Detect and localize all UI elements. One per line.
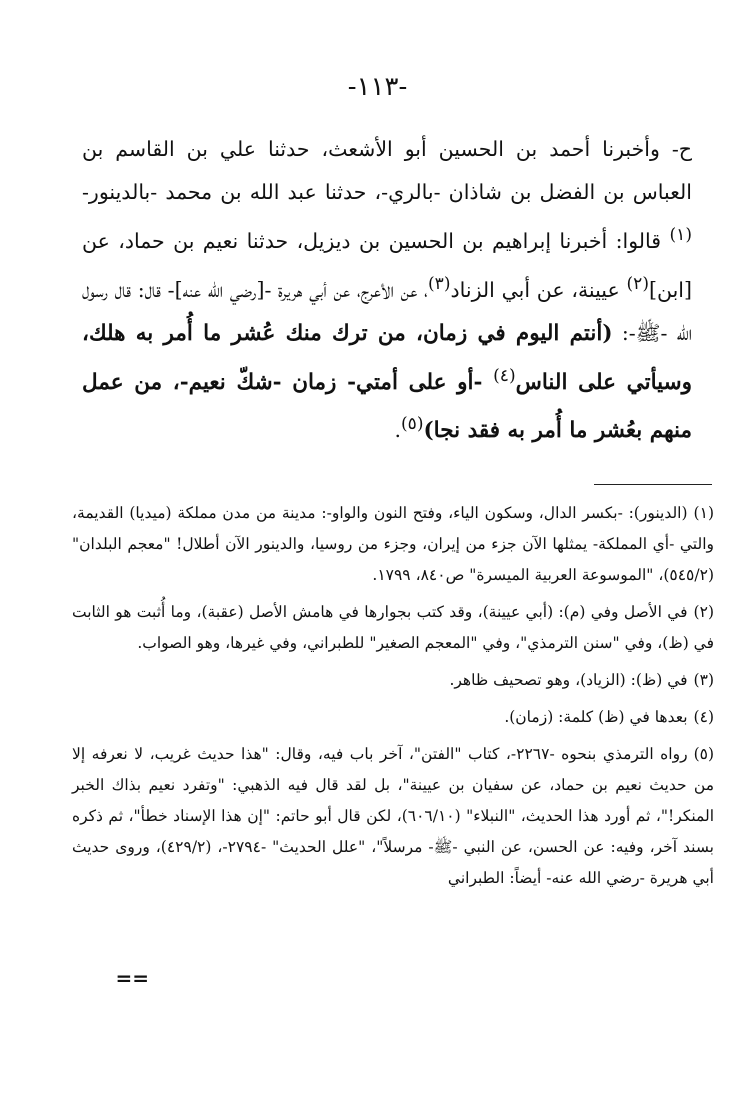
footnote-divider (594, 484, 712, 485)
footnote (72, 597, 714, 659)
footnote (72, 665, 714, 696)
footnote-number: (١) (693, 504, 714, 522)
footnote-number: (٣) (693, 671, 714, 689)
footnote (72, 498, 714, 591)
footnote-text: رواه الترمذي بنحوه -٢٢٦٧-، كتاب "الفتن"، آخر باب فيه، وقال: "هذا حديث غريب، لا نعرفه إلا من حديث نعيم بن حماد، عن سفيان بن عيينة"، بل لقد قال فيه الذهبي: "وتفرد نعيم بذاك الخبر المنكر!"، ثم أورد هذا الحديث، "النبلاء" (٦٠٦/١٠)، لكن قال أبو حاتم: "إن هذا الإسناد خطأ"، ثم ذكره بسند آخر، وفيه: عن الحسن، عن النبي -ﷺ- مرسلاً"، "علل الحديث" -٢٧٩٤-، (٤٢٩/٢)، وروى حديث أبي هريرة -رضي الله عنه- أيضاً: الطبراني (72, 745, 715, 887)
footnote-text: (الدينور): -بكسر الدال، وسكون الياء، وفتح النون والواو-: مدينة من مدن مملكة (ميديا) القديمة، والتي -أي المملكة- يمثلها الآن جزء من إيران، وجزء من روسيا، والدينور الآن أطلال! "معجم البلدان" (٥٤٥/٢)، "الموسوعة العربية الميسرة" ص٨٤٠، ١٧٩٩. (72, 504, 714, 584)
hadith-text: (أنتم اليوم في زمان، من ترك منك عُشر ما أُمر به هلك، وسيأتي على الناس (82, 320, 693, 395)
footnote-number: (٥) (693, 745, 715, 763)
footnote-ref: (٤) (493, 365, 516, 386)
footnote-text: بعدها في (ظ) كلمة: (زمان). (504, 708, 688, 726)
page-number: -١١٣- (347, 72, 408, 102)
footnotes (72, 498, 714, 900)
main-text-part: ، عن الأعرج، عن أبي هريرة -[رضي الله عنه]- قال: قال رسول الله -ﷺ-: (82, 277, 692, 345)
footnote (72, 702, 714, 733)
footnote-ref: (٥) (400, 414, 424, 435)
main-text-part: ح- وأخبرنا أحمد بن الحسين أبو الأشعث، حدثنا علي بن القاسم بن العباس بن الفضل بن شاذان -بالري-، حدثنا عبد الله بن محمد -بالدينور- (82, 137, 692, 204)
main-text-end: . (394, 418, 401, 443)
footnote-text: في (ظ): (الزياد)، وهو تصحيف ظاهر. (449, 671, 688, 689)
footnote-number: (٤) (693, 708, 714, 726)
main-text-part: قالوا: أخبرنا إبراهيم بن الحسين بن ديزيل، حدثنا نعيم بن حماد، عن [ابن] (82, 228, 692, 302)
hadith-text: -أو على أمتي- زمان -شكّ نعيم-، من عمل منهم بعُشر ما أُمر به فقد نجا) (82, 369, 692, 444)
continuation-mark: == (115, 966, 149, 990)
footnote-text: في الأصل وفي (م): (أبي عيينة)، وقد كتب بجوارها في هامش الأصل (عقبة)، وما أُثبت هو الثابت في (ظ)، وفي "سنن الترمذي"، وفي "المعجم الصغير" للطبراني، وفي غيرها، وهو الصواب. (72, 603, 714, 652)
main-text-part: عيينة، عن أبي الزناد (450, 277, 627, 302)
main-text (82, 128, 692, 452)
footnote-number: (٢) (693, 603, 714, 621)
footnote-ref: (٢) (626, 273, 649, 294)
footnote-ref: (١) (669, 225, 692, 245)
footnote (72, 739, 714, 894)
footnote-ref: (٣) (427, 273, 451, 294)
